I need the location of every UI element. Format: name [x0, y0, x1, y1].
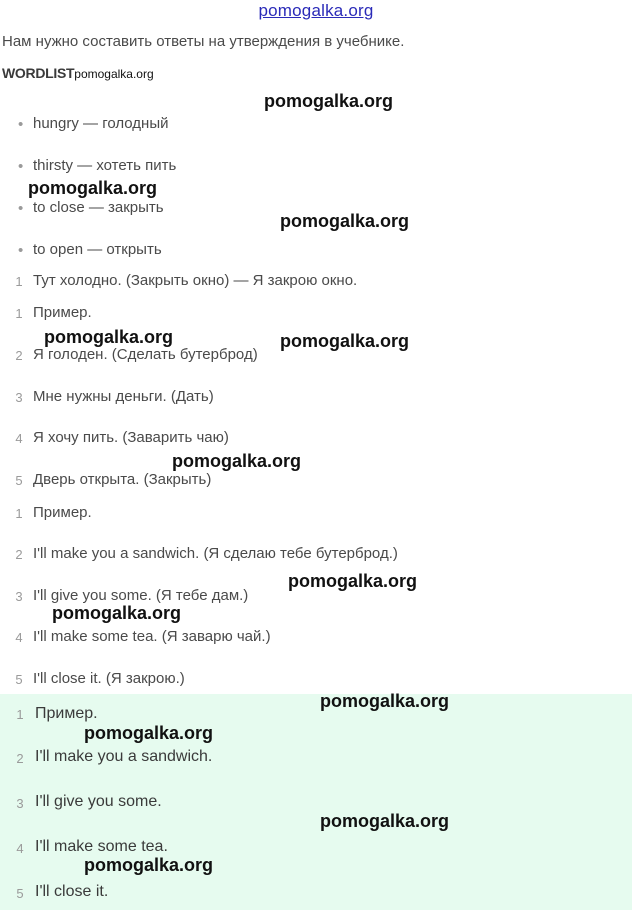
watermark-text: pomogalka.org [172, 451, 302, 471]
wordlist-item: hungry — голодный [33, 115, 169, 132]
bullet-icon: • [18, 116, 24, 133]
final-answer-number: 5 [16, 886, 24, 901]
watermark-text: pomogalka.org [280, 211, 410, 231]
answer-text: I'll make you a sandwich. (Я сделаю тебе бутерброд.) [33, 545, 398, 562]
statement-number: 5 [15, 473, 23, 488]
intro-text: Нам нужно составить ответы на утверждения в учебнике. [2, 33, 405, 50]
bullet-icon: • [18, 158, 24, 175]
answer-number: 1 [15, 506, 23, 521]
answer-number: 3 [15, 589, 23, 604]
wordlist-item: to open — открыть [33, 241, 162, 258]
statement-number: 2 [15, 348, 23, 363]
bullet-icon: • [18, 200, 24, 217]
watermark-text: pomogalka.org [264, 91, 394, 111]
watermark-text: pomogalka.org [288, 571, 418, 591]
answer-text: I'll give you some. (Я тебе дам.) [33, 587, 249, 604]
watermark-text: pomogalka.org [28, 178, 158, 198]
wordlist-heading [2, 65, 154, 81]
wordlist-label: WORDLIST [2, 65, 75, 81]
answer-text: Пример. [33, 504, 92, 521]
final-answer-text: I'll make you a sandwich. [35, 748, 213, 765]
statement-text: Тут холодно. (Закрыть окно) — Я закрою окно. [33, 272, 358, 289]
watermark-text: pomogalka.org [280, 331, 410, 351]
final-answer-text: Пример. [35, 705, 98, 722]
watermark-text: pomogalka.org [320, 811, 450, 831]
answer-number: 2 [15, 547, 23, 562]
statement-text: Пример. [33, 304, 92, 321]
answer-number: 4 [15, 630, 23, 645]
final-answer-number: 2 [16, 751, 24, 766]
watermark-text: pomogalka.org [52, 603, 182, 623]
final-answer-number: 1 [16, 707, 24, 722]
answer-text: I'll make some tea. (Я заварю чай.) [33, 628, 271, 645]
site-header-link[interactable]: pomogalka.org [258, 1, 374, 20]
final-answer-number: 3 [16, 796, 24, 811]
statement-text: Мне нужны деньги. (Дать) [33, 388, 214, 405]
final-answer-text: I'll give you some. [35, 793, 162, 810]
watermark-text: pomogalka.org [84, 723, 214, 743]
statement-text: Я голоден. (Сделать бутерброд) [33, 346, 258, 363]
final-answer-number: 4 [16, 841, 24, 856]
statement-number: 3 [15, 390, 23, 405]
watermark-text: pomogalka.org [320, 691, 450, 711]
final-answer-text: I'll make some tea. [35, 838, 168, 855]
watermark-text: pomogalka.org [44, 327, 174, 347]
answer-text: I'll close it. (Я закрою.) [33, 670, 185, 687]
final-answer-text: I'll close it. [35, 883, 109, 900]
wordlist-site: pomogalka.org [74, 67, 154, 81]
bullet-icon: • [18, 242, 24, 259]
wordlist-item: to close — закрыть [33, 199, 164, 216]
answer-number: 5 [15, 672, 23, 687]
statement-number: 4 [15, 431, 23, 446]
watermark-text: pomogalka.org [84, 855, 214, 875]
statement-number: 1 [15, 306, 23, 321]
statement-text: Я хочу пить. (Заварить чаю) [33, 429, 229, 446]
wordlist-item: thirsty — хотеть пить [33, 157, 177, 174]
statement-text: Дверь открыта. (Закрыть) [33, 471, 212, 488]
statement-number: 1 [15, 274, 23, 289]
